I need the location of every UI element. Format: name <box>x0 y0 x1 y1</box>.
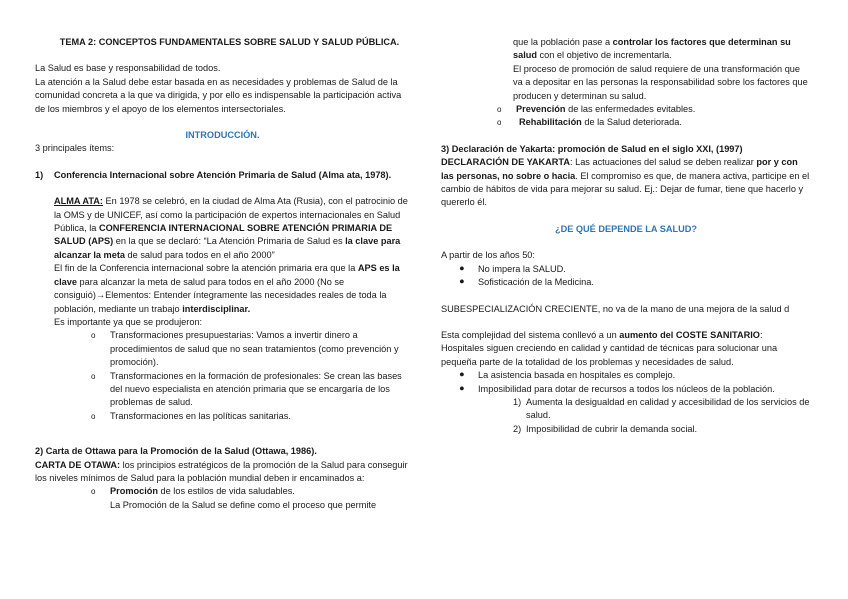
bullet-item <box>441 383 811 396</box>
sub-text: Imposibilidad de cubrir la demanda social. <box>526 423 698 434</box>
change-item-1 <box>35 329 410 369</box>
subespecializacion-text: SUBESPECIALIZACIÓN CRECIENTE, no va de la mano de una mejora de la salud d <box>441 303 790 314</box>
bullet-marker: ● <box>459 276 465 287</box>
intro-paragraph-2: La atención a la Salud debe estar basada en as necesidades y problemas de Salud de la comunidad concreta a la que va dirigida, y por ello es indispensable la participación activa de los miembros y el apoyo de los elementos intersectoriales. <box>35 76 402 114</box>
prevencion-bold: Prevención <box>516 104 566 115</box>
document-title: TEMA 2: CONCEPTOS FUNDAMENTALES SOBRE SALUD Y SALUD PÚBLICA. <box>59 37 400 47</box>
intro-paragraph-1: La Salud es base y responsabilidad de todos. <box>35 63 221 74</box>
ottawa-text: los principios estratégicos de la promoción de la Salud para conseguir los niveles mínimos de Salud para la población mundial deben ir encaminados a: <box>35 459 408 483</box>
complejidad-colon: : <box>759 329 763 340</box>
circle-marker: o <box>91 487 96 497</box>
alma-text2: en la que se declaró: “La Atención Primaria de Salud es <box>113 236 346 247</box>
sub-number: 2) <box>513 423 522 434</box>
circle-marker: o <box>91 371 96 381</box>
prevencion-item <box>441 103 811 116</box>
item2-heading <box>35 445 410 458</box>
yakarta-label: DECLARACIÓN DE YAKARTA <box>441 157 570 168</box>
bullet-item <box>441 369 811 382</box>
sub-number: 1) <box>513 396 522 407</box>
change-text-3: Transformaciones en las políticas sanitarias. <box>110 410 291 421</box>
anos50-text: A partir de los años 50: <box>441 250 535 261</box>
item1-heading <box>35 169 410 182</box>
bullet-text: La asistencia basada en hospitales es complejo. <box>478 370 676 381</box>
bullet-item <box>441 263 811 276</box>
item3-heading: 3) Declaración de Yakarta: promoción de Salud en el siglo XXI, (1997) <box>441 143 743 154</box>
change-text-1: Transformaciones presupuestarias: Vamos a invertir dinero a procedimientos de salud que no sean tratamientos (como prevención y promoción). <box>110 330 399 368</box>
proceso-paragraph: El proceso de promoción de salud requiere de una transformación que va a depositar en las personas la responsabilidad sobre los factores que producen y determinan su salud. <box>513 63 808 101</box>
item2-title: Carta de Ottawa para la Promoción de la Salud (Ottawa, 1986). <box>45 446 317 457</box>
bullet-marker: ● <box>459 262 465 273</box>
fin-text2: para alcanzar la meta de salud para todos en el año 2000 (No se consiguió)→Elementos: Entender íntegramente las necesidades reales de toda la población, mediante un trabajo <box>54 276 387 314</box>
item1-title: Conferencia Internacional sobre Atención Primaria de Salud (Alma ata, 1978). <box>54 169 392 180</box>
hospitales-paragraph: Hospitales siguen creciendo en calidad y cantidad de técnicas para solucionar una pequeña parte de la totalidad de los problemas y necesidades de salud. <box>441 343 778 367</box>
introduccion-heading: INTRODUCCIÓN. <box>185 130 260 141</box>
alma-ata-paragraph <box>35 195 410 262</box>
bullet-text: Sofisticación de la Medicina. <box>478 277 594 288</box>
circle-marker: o <box>497 105 502 115</box>
prevencion-rest: de las enfermedades evitables. <box>565 104 696 115</box>
promocion-rest: de los estilos de vida saludables. <box>157 486 295 497</box>
change-item-2 <box>35 370 410 410</box>
bullet-marker: ● <box>459 369 465 380</box>
rehab-item <box>441 116 811 129</box>
yakarta-paragraph <box>441 156 811 210</box>
ottawa-label: CARTA DE OTAWA: <box>35 459 121 470</box>
complejidad-paragraph <box>441 329 811 342</box>
fin-paragraph <box>35 262 410 316</box>
promocion-bold: Promoción <box>110 486 158 497</box>
ottawa-paragraph <box>35 459 410 486</box>
yakarta-text2: . El compromiso es que, de manera activa, participe en el cambio de hábitos de vida para mejorar su salud. Ej.: Dejar de fumar, tiene que hacerlo y quererlo él. <box>441 170 810 208</box>
circle-marker: o <box>91 331 96 341</box>
alma-text3: de salud para todos en el año 2000” <box>125 249 275 260</box>
continuation-paragraph <box>441 36 811 63</box>
item1-number: 1) <box>35 169 44 180</box>
cont-text1: que la población pase a <box>513 37 613 47</box>
change-item-3 <box>35 410 410 423</box>
item2-number: 2) <box>35 446 44 457</box>
yakarta-bold: por y con las personas, no sobre o hacia <box>441 157 798 181</box>
yakarta-text1: : Las actuaciones del salud se deben realizar <box>569 157 757 168</box>
depende-heading: ¿DE QUÉ DEPENDE LA SALUD? <box>554 223 698 234</box>
circle-marker: o <box>91 411 96 421</box>
right-column <box>441 36 811 436</box>
cont-bold: controlar los factores que determinan su salud <box>513 37 791 61</box>
sub-item-1 <box>441 396 811 423</box>
importante-text: Es importante ya que se produjeron: <box>54 316 203 327</box>
bullet-marker: ● <box>459 382 465 393</box>
sub-item-2 <box>441 423 811 436</box>
fin-bold2: interdisciplinar. <box>182 303 251 314</box>
rehab-rest: de la Salud deteriorada. <box>581 117 682 128</box>
rehab-bold: Rehabilitación <box>519 117 582 128</box>
fin-text1: El fin de la Conferencia internacional sobre la atención primaria era que la <box>54 263 358 274</box>
bullet-item <box>441 276 811 289</box>
circle-marker: o <box>497 118 502 128</box>
sub-text: Aumenta la desigualdad en calidad y accesibilidad de los servicios de salud. <box>526 396 810 421</box>
bullet-text: No impera la SALUD. <box>478 263 566 274</box>
alma-label: ALMA ATA: <box>54 196 103 207</box>
change-text-2: Transformaciones en la formación de profesionales: Se crean las bases del nuevo especialista en atención primaria que se encargaría de los problemas de salud. <box>110 370 402 408</box>
alma-bold2: la clave para alcanzar la meta <box>54 236 401 260</box>
alma-bold1: CONFERENCIA INTERNACIONAL SOBRE ATENCIÓN PRIMARIA DE SALUD (APS) <box>54 223 393 247</box>
left-column <box>35 36 410 512</box>
complejidad-bold: aumento del COSTE SANITARIO <box>619 329 760 340</box>
bullet-text: Imposibilidad para dotar de recursos a todos los núcleos de la población. <box>478 383 775 394</box>
fin-bold: APS es la clave <box>54 263 400 287</box>
alma-text1: En 1978 se celebró, en la ciudad de Alma Ata (Rusia), con el patrocinio de la OMS y de UNICEF, así como la participación de expertos internacionales en Salud Pública, la <box>54 196 408 234</box>
cont-text2: con el objetivo de incrementarla. <box>537 50 672 61</box>
complejidad-text: Esta complejidad del sistema conllevó a un <box>441 329 620 340</box>
promocion-item <box>35 485 410 498</box>
promocion-definition: La Promoción de la Salud se define como el proceso que permite <box>110 499 377 510</box>
items-count: 3 principales ítems: <box>35 143 115 154</box>
